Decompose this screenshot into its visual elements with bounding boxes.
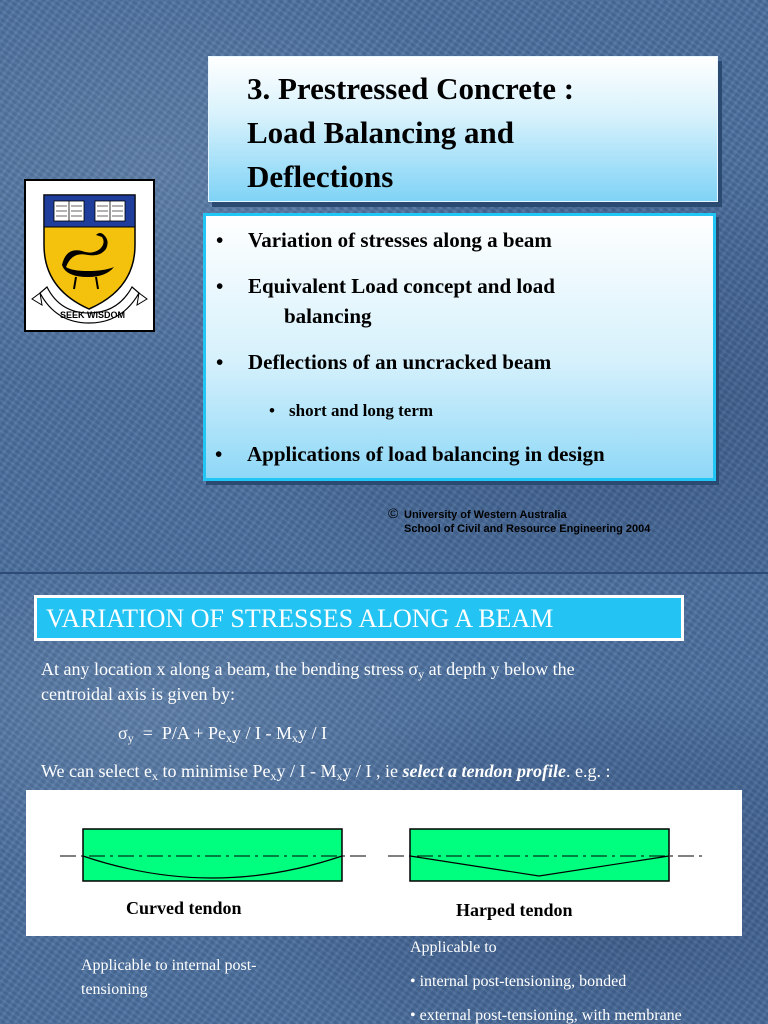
harped-applicability-title: Applicable to	[410, 939, 497, 956]
copyright-line-2: School of Civil and Resource Engineering 2004	[404, 523, 651, 535]
university-crest	[24, 179, 155, 332]
list-item: • Applications of load balancing in design	[215, 442, 605, 466]
sub-list-item: • short and long term	[269, 401, 434, 420]
title-box	[208, 56, 718, 202]
list-item: • internal post-tensioning, bonded	[410, 973, 627, 990]
crest-icon	[26, 181, 153, 330]
curved-applicability-note: Applicable to internal post- tensioning	[81, 957, 257, 998]
intro-line-1: At any location x along a beam, the bending stress $\sigma_y$ at depth y below the	[41, 659, 575, 681]
intro-line-2: centroidal axis is given by:	[41, 684, 235, 704]
section-title: VARIATION OF STRESSES ALONG A BEAM	[46, 604, 554, 633]
stress-equation: $\sigma_y = P/A + Pe_xy / I - M_xy / I$	[118, 723, 328, 745]
copyright-symbol: ©	[388, 505, 399, 521]
overview-bullets	[203, 213, 716, 481]
curved-tendon-label: Curved tendon	[126, 898, 242, 918]
list-item: • Deflections of an uncracked beam	[216, 350, 552, 374]
tendon-profile-diagram	[26, 790, 742, 936]
page-title: 3. Prestressed Concrete : Load Balancing and Deflections	[247, 71, 575, 194]
list-item: • external post-tensioning, with membrane	[410, 1007, 682, 1024]
section-title-box	[34, 595, 684, 641]
crest-motto: SEEK WISDOM	[60, 310, 126, 320]
list-item: • Equivalent Load concept and load	[216, 274, 555, 298]
harped-tendon-label: Harped tendon	[456, 900, 573, 920]
slide-2	[0, 574, 768, 1024]
curved-tendon-beam	[60, 829, 371, 881]
list-item-continuation: balancing	[284, 304, 372, 328]
select-profile-line: We can select $e_x$ to minimise $Pe_xy$ / I - $M_xy$ / I , ie select a tendon profile. e.g. :	[41, 761, 611, 783]
tendon-diagram-svg	[26, 790, 742, 936]
harped-tendon-beam	[388, 829, 704, 881]
list-item: • Variation of stresses along a beam	[216, 228, 552, 252]
copyright-line-1: University of Western Australia	[404, 509, 567, 521]
